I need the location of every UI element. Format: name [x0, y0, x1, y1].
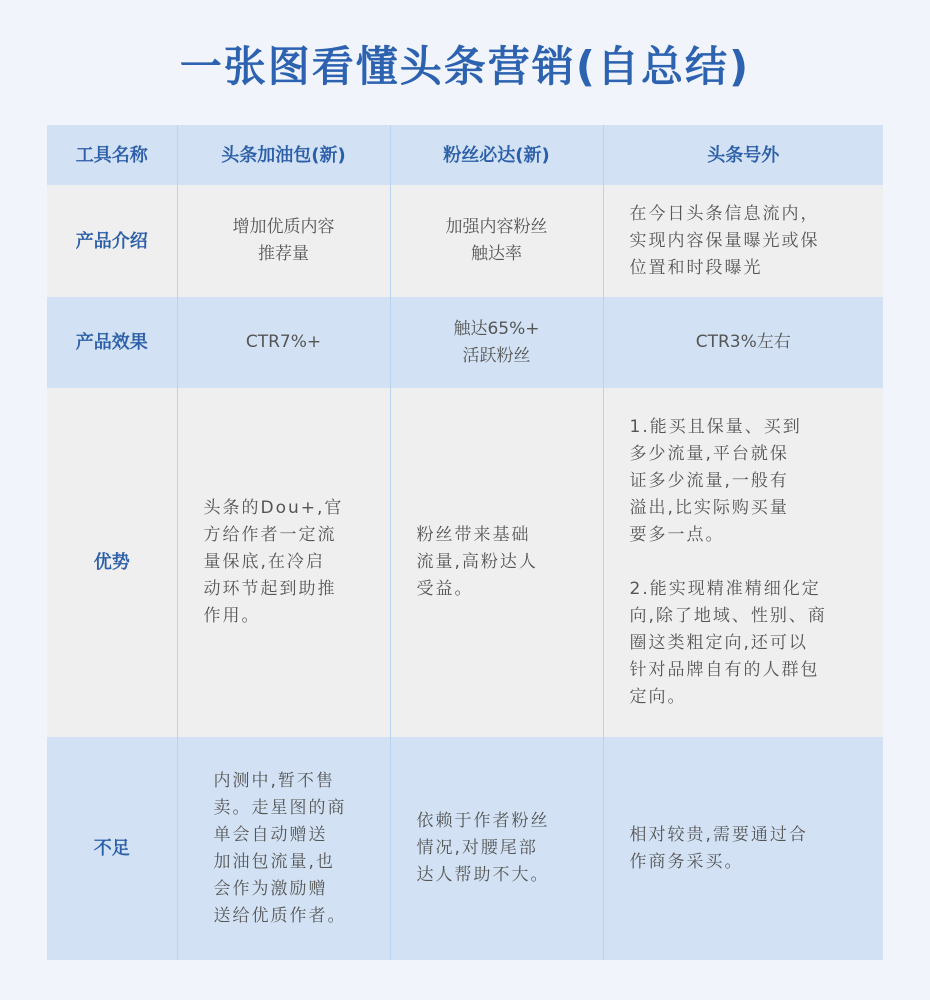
header-cell: 头条号外 — [603, 125, 883, 185]
table-cell: 粉丝带来基础 流量,高粉达人 受益。 — [390, 388, 603, 737]
table-row — [47, 737, 883, 960]
table-cell: 内测中,暂不售 卖。走星图的商 单会自动赠送 加油包流量,也 会作为激励赠 送给优质作者。 — [177, 737, 390, 960]
table-cell: CTR7%+ — [177, 297, 390, 388]
table-cell: 触达65%+ 活跃粉丝 — [390, 297, 603, 388]
table-row — [47, 297, 883, 388]
row-label: 产品介绍 — [47, 185, 177, 297]
table-cell: 加强内容粉丝 触达率 — [390, 185, 603, 297]
table-cell: 依赖于作者粉丝 情况,对腰尾部 达人帮助不大。 — [390, 737, 603, 960]
page-title: 一张图看懂头条营销(自总结) — [179, 42, 751, 91]
table-cell: CTR3%左右 — [603, 297, 883, 388]
table-cell: 在今日头条信息流内， 实现内容保量曝光或保 位置和时段曝光 — [603, 185, 883, 297]
table-header-row — [47, 125, 883, 185]
row-label: 产品效果 — [47, 297, 177, 388]
row-label: 不足 — [47, 737, 177, 960]
table-cell: 相对较贵,需要通过合 作商务采买。 — [603, 737, 883, 960]
table-cell: 增加优质内容 推荐量 — [177, 185, 390, 297]
table-cell: 1.能买且保量、买到 多少流量,平台就保 证多少流量,一般有 溢出,比实际购买量 要多一点。 2.能实现精准精细化定 向,除了地域、性别、商 圈这类粗定向,还可以 针对品牌自有的人群包 定向。 — [603, 388, 883, 737]
table-cell: 头条的Dou+,官 方给作者一定流 量保底,在冷启 动环节起到助推 作用。 — [177, 388, 390, 737]
table-row — [47, 185, 883, 297]
row-label: 优势 — [47, 388, 177, 737]
header-cell: 粉丝必达(新) — [390, 125, 603, 185]
header-cell: 工具名称 — [47, 125, 177, 185]
comparison-table — [47, 125, 883, 960]
header-cell: 头条加油包(新) — [177, 125, 390, 185]
table-row — [47, 388, 883, 737]
